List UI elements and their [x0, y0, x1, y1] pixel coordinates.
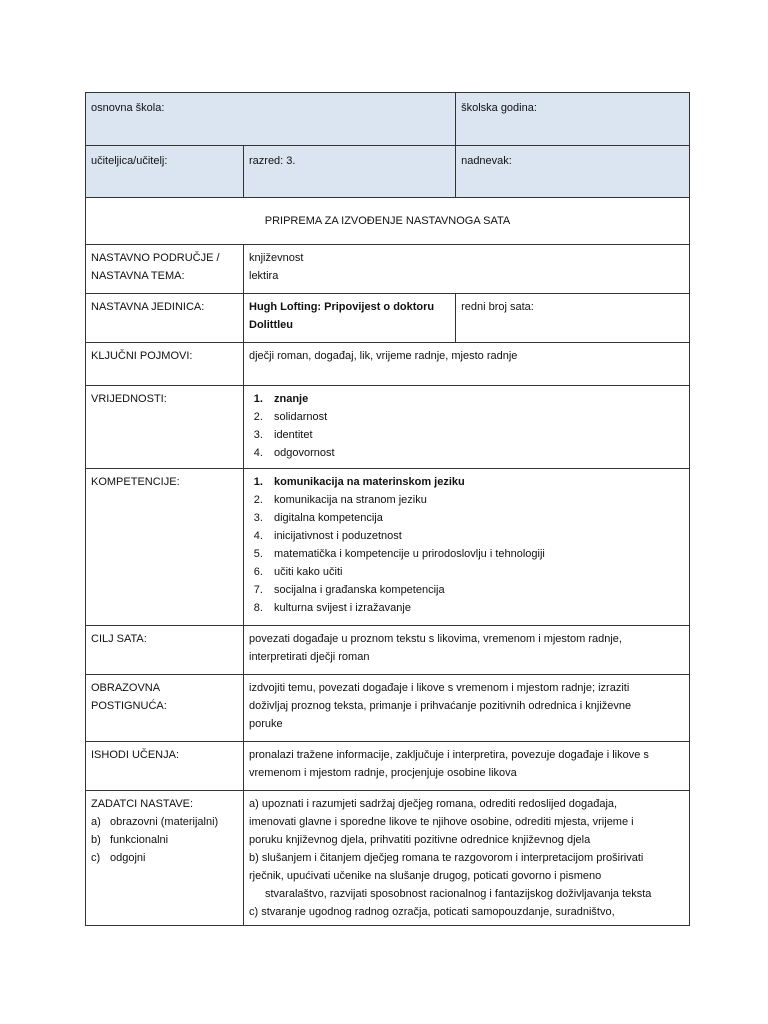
goal-label-cell	[86, 626, 244, 675]
values-list-cell	[244, 386, 690, 469]
values-label: VRIJEDNOSTI:	[91, 393, 167, 405]
outcomes-row	[86, 742, 690, 791]
keywords-value: dječji roman, događaj, lik, vrijeme radnje, mjesto radnje	[249, 350, 518, 362]
date-label: nadnevak:	[461, 155, 512, 167]
achievements-row	[86, 675, 690, 742]
lesson-plan-table	[85, 92, 690, 926]
area-row	[86, 245, 690, 294]
list-item: 6. učiti kako učiti	[266, 563, 684, 581]
list-item: 2. komunikacija na stranom jeziku	[266, 491, 684, 509]
outcomes-line-2: vremenom i mjestom radnje, procjenjuje osobine likova	[249, 767, 517, 779]
outcomes-label-cell	[86, 742, 244, 791]
list-item: 1. komunikacija na materinskom jeziku	[266, 473, 684, 491]
title-row	[86, 198, 690, 245]
competences-label: KOMPETENCIJE:	[91, 476, 180, 488]
keywords-row	[86, 343, 690, 386]
competences-list-cell	[244, 469, 690, 626]
tasks-line: stvaralaštvo, razvijati sposobnost racionalnog i fantazijskog doživljavanja teksta	[265, 888, 652, 900]
unit-label-cell	[86, 294, 244, 343]
outcomes-value-cell	[244, 742, 690, 791]
achievements-label-cell	[86, 675, 244, 742]
goal-value-cell	[244, 626, 690, 675]
tasks-label-cell	[86, 791, 244, 926]
date-cell	[456, 146, 690, 198]
area-label-2: NASTAVNA TEMA:	[91, 270, 185, 282]
unit-row	[86, 294, 690, 343]
header-row-teacher	[86, 146, 690, 198]
area-label-1: NASTAVNO PODRUČJE /	[91, 252, 220, 264]
achievements-label: OBRAZOVNA POSTIGNUĆA:	[91, 682, 167, 712]
school-label: osnovna škola:	[91, 102, 165, 114]
tasks-line: poruku književnog djela, prihvatiti pozitivne odrednice književnog djela	[249, 834, 591, 846]
unit-value-cell	[244, 294, 456, 343]
keywords-value-cell	[244, 343, 690, 386]
values-label-cell	[86, 386, 244, 469]
list-item	[91, 831, 238, 849]
list-item: 2. solidarnost	[266, 408, 684, 426]
grade-cell	[244, 146, 456, 198]
unit-value-1: Hugh Lofting: Pripovijest o doktoru	[249, 301, 435, 313]
achievements-value-cell	[244, 675, 690, 742]
list-marker: c)	[91, 852, 101, 864]
page-title: PRIPREMA ZA IZVOĐENJE NASTAVNOGA SATA	[86, 198, 690, 245]
list-item: 8. kulturna svijest i izražavanje	[266, 599, 684, 617]
list-item-text: odgojni	[110, 852, 146, 864]
list-item-text: obrazovni (materijalni)	[110, 816, 219, 828]
tasks-value-cell	[244, 791, 690, 926]
list-item: 7. socijalna i građanska kompetencija	[266, 581, 684, 599]
goal-line-2: interpretirati dječji roman	[249, 651, 370, 663]
area-value-2: lektira	[249, 270, 279, 282]
grade-label: razred: 3.	[249, 155, 296, 167]
values-row	[86, 386, 690, 469]
list-item: 5. matematička i kompetencije u prirodoslovlju i tehnologiji	[266, 545, 684, 563]
goal-line-1: povezati događaje u proznom tekstu s likovima, vremenom i mjestom radnje,	[249, 633, 622, 645]
list-item: 4. inicijativnost i poduzetnost	[266, 527, 684, 545]
keywords-label: KLJUČNI POJMOVI:	[91, 350, 193, 362]
tasks-line: b) slušanjem i čitanjem dječjeg romana te razgovorom i interpretacijom proširivati	[249, 852, 644, 864]
outcomes-line-1: pronalazi tražene informacije, zaključuje i interpretira, povezuje događaje i likove s	[249, 749, 649, 761]
achievements-line-2: doživljaj proznog teksta, primanje i prihvaćanje pozitivnih odrednica i književne	[249, 700, 632, 712]
goal-label: CILJ SATA:	[91, 633, 147, 645]
year-label: školska godina:	[461, 102, 537, 114]
tasks-line: a) upoznati i razumjeti sadržaj dječjeg romana, odrediti redoslijed događaja,	[249, 798, 618, 810]
unit-label: NASTAVNA JEDINICA:	[91, 301, 205, 313]
tasks-line: imenovati glavne i sporedne likove te njihove osobine, odrediti mjesta, vrijeme i	[249, 816, 634, 828]
achievements-line-3: poruke	[249, 718, 283, 730]
list-item: 1. znanje	[266, 390, 684, 408]
teacher-cell	[86, 146, 244, 198]
tasks-label: ZADATCI NASTAVE:	[91, 798, 194, 810]
list-item: 4. odgovornost	[266, 444, 684, 462]
header-row-school	[86, 93, 690, 146]
keywords-label-cell	[86, 343, 244, 386]
area-label-cell	[86, 245, 244, 294]
lesson-number-cell	[456, 294, 690, 343]
area-value-1: književnost	[249, 252, 304, 264]
year-cell	[456, 93, 690, 146]
tasks-row	[86, 791, 690, 926]
outcomes-label: ISHODI UČENJA:	[91, 749, 180, 761]
list-item	[91, 849, 238, 867]
teacher-label: učiteljica/učitelj:	[91, 155, 168, 167]
competences-list	[249, 473, 684, 617]
list-marker: a)	[91, 816, 101, 828]
lesson-number-label: redni broj sata:	[461, 301, 534, 313]
goal-row	[86, 626, 690, 675]
tasks-line: c) stvaranje ugodnog radnog ozračja, poticati samopouzdanje, suradništvo,	[249, 906, 615, 918]
tasks-line: rječnik, upućivati učenike na slušanje drugog, poticati govorno i pismeno	[249, 870, 602, 882]
list-item: 3. digitalna kompetencija	[266, 509, 684, 527]
list-marker: b)	[91, 834, 101, 846]
school-cell	[86, 93, 456, 146]
list-item	[91, 813, 238, 831]
list-item: 3. identitet	[266, 426, 684, 444]
list-item-text: funkcionalni	[110, 834, 169, 846]
unit-value-2: Dolittleu	[249, 319, 293, 331]
area-value-cell	[244, 245, 690, 294]
competences-row	[86, 469, 690, 626]
values-list	[249, 390, 684, 462]
achievements-line-1: izdvojiti temu, povezati događaje i likove s vremenom i mjestom radnje; izraziti	[249, 682, 630, 694]
task-types-list	[91, 813, 238, 867]
competences-label-cell	[86, 469, 244, 626]
